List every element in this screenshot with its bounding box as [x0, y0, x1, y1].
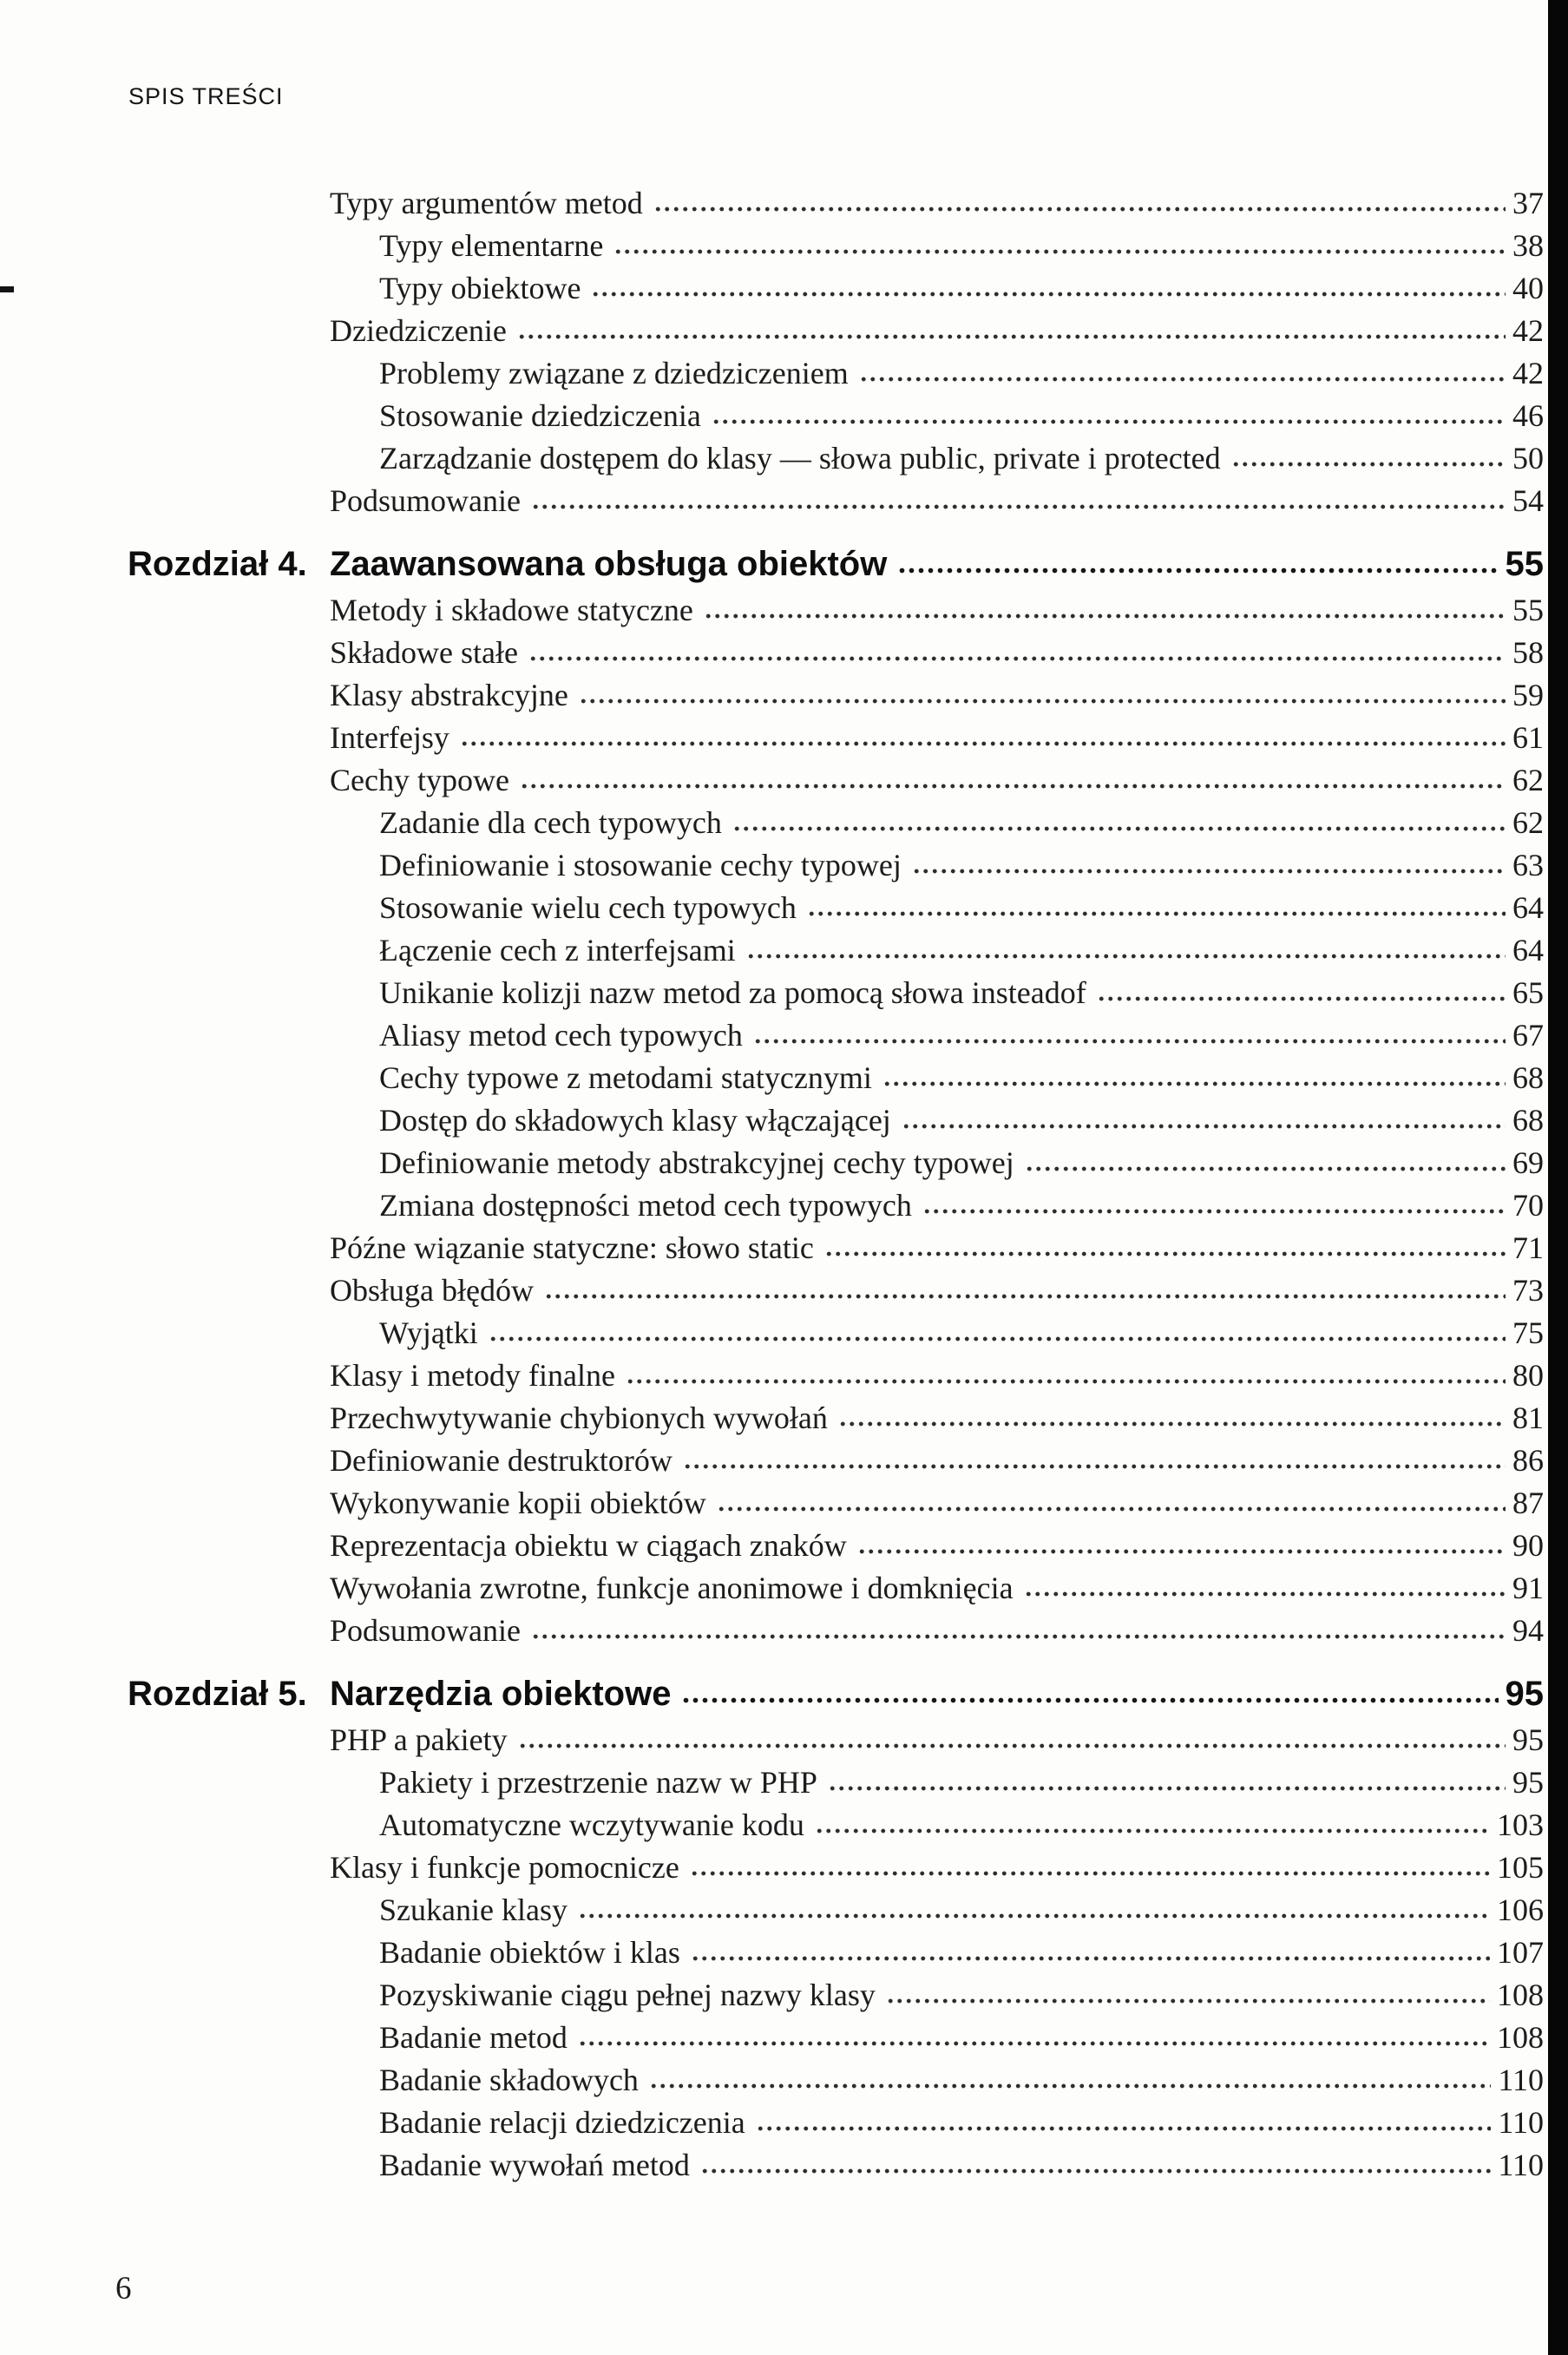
- toc-entry-page-number: 63: [1512, 848, 1544, 882]
- dot-leader: [1097, 994, 1506, 1003]
- toc-entry-title: Klasy i metody finalne: [330, 1358, 615, 1393]
- toc-entry-row: [128, 972, 1544, 1014]
- toc-entry-page-number: 67: [1512, 1018, 1544, 1053]
- toc-entry-page-number: 110: [1498, 2105, 1544, 2140]
- toc-entry-row: [128, 1099, 1544, 1142]
- toc-entry-row: [128, 1269, 1544, 1312]
- toc-entry-row: [128, 395, 1544, 437]
- toc-entry-title: Stosowanie dziedziczenia: [379, 398, 701, 433]
- dot-leader: [746, 952, 1506, 961]
- toc-entry-row: [128, 1932, 1544, 1974]
- toc-entry-title: Typy obiektowe: [379, 271, 581, 305]
- dot-leader: [700, 2167, 1491, 2175]
- dot-leader: [626, 1377, 1506, 1386]
- toc-entry-row: [128, 1567, 1544, 1610]
- dot-leader: [859, 375, 1506, 384]
- scan-artifact-dash: [0, 286, 14, 292]
- dot-leader: [815, 1827, 1490, 1835]
- dot-leader: [902, 1122, 1506, 1131]
- dot-leader: [828, 1784, 1506, 1793]
- toc-entry-title: Obsługa błędów: [330, 1273, 534, 1308]
- dot-leader: [653, 205, 1506, 213]
- toc-entry-title: Klasy i funkcje pomocnicze: [330, 1850, 679, 1885]
- toc-entry-title: PHP a pakiety: [330, 1722, 508, 1757]
- dot-leader: [681, 1696, 1498, 1705]
- toc-entry-page-number: 42: [1512, 356, 1544, 390]
- toc-entry-title: Problemy związane z dziedziczeniem: [379, 356, 849, 390]
- chapter-number-label: Rozdział 4.: [128, 545, 307, 583]
- dot-leader: [717, 1505, 1506, 1513]
- toc-entry-row: [128, 1889, 1544, 1932]
- toc-entry-title: Szukanie klasy: [379, 1893, 567, 1927]
- dot-leader: [886, 1997, 1490, 2005]
- toc-entry-title: Klasy abstrakcyjne: [330, 678, 568, 712]
- toc-entry-row: [128, 717, 1544, 759]
- toc-entry-page-number: 75: [1512, 1315, 1544, 1350]
- toc-entry-title: Definiowanie destruktorów: [330, 1443, 672, 1478]
- toc-entry-title: Badanie relacji dziedziczenia: [379, 2105, 745, 2140]
- toc-entry-row: [128, 310, 1544, 352]
- toc-entry-page-number: 86: [1512, 1443, 1544, 1478]
- toc-entry-row: [128, 1525, 1544, 1567]
- toc-entry-title: Badanie metod: [379, 2020, 567, 2055]
- toc-entry-row: [128, 1142, 1544, 1184]
- footer-page-number: 6: [115, 2271, 132, 2306]
- toc-entry-row: [128, 887, 1544, 929]
- toc-entry-title: Stosowanie wielu cech typowych: [379, 890, 797, 925]
- toc-entry-row: [128, 1355, 1544, 1397]
- toc-entry-row: [128, 1014, 1544, 1057]
- toc-entry-page-number: 108: [1497, 1978, 1544, 2012]
- toc-entry-title: Pozyskiwanie ciągu pełnej nazwy klasy: [379, 1978, 876, 2012]
- dot-leader: [838, 1420, 1506, 1428]
- toc-entry-row: [128, 674, 1544, 717]
- toc-entry-row: [128, 802, 1544, 844]
- toc-entry-title: Dziedziczenie: [330, 313, 507, 348]
- toc-entry-page-number: 71: [1512, 1230, 1544, 1265]
- toc-entry-title: Unikanie kolizji nazw metod za pomocą słowa insteadof: [379, 975, 1086, 1010]
- dot-leader: [732, 824, 1506, 833]
- toc-entry-page-number: 61: [1512, 720, 1544, 755]
- toc-entry-title: Zarządzanie dostępem do klasy — słowa public, private i protected: [379, 441, 1221, 476]
- dot-leader: [912, 867, 1506, 876]
- toc-chapter-row: [128, 1673, 1544, 1715]
- toc-entry-row: [128, 929, 1544, 972]
- toc-chapter-row: [128, 543, 1544, 586]
- dot-leader: [897, 566, 1498, 575]
- toc-entry-title: Składowe stałe: [330, 635, 518, 670]
- toc-entry-page-number: 95: [1512, 1722, 1544, 1757]
- toc-entry-title: Późne wiązanie statyczne: słowo static: [330, 1230, 814, 1265]
- toc-entry-row: [128, 352, 1544, 395]
- toc-entry-row: [128, 1057, 1544, 1099]
- toc-entry-page-number: 73: [1512, 1273, 1544, 1308]
- toc-entry-title: Typy elementarne: [379, 228, 604, 263]
- toc-entry-title: Badanie składowych: [379, 2063, 639, 2097]
- chapter-page-number: 95: [1505, 1675, 1544, 1713]
- dot-leader: [544, 1292, 1506, 1301]
- toc-entry-title: Podsumowanie: [330, 483, 521, 518]
- toc-entry-page-number: 70: [1512, 1188, 1544, 1223]
- toc-entry-page-number: 58: [1512, 635, 1544, 670]
- toc-entry-page-number: 42: [1512, 313, 1544, 348]
- toc-entry-page-number: 62: [1512, 805, 1544, 840]
- dot-leader: [591, 290, 1506, 298]
- toc-entry-row: [128, 844, 1544, 887]
- toc-entry-row: [128, 1482, 1544, 1525]
- toc-entry-row: [128, 2017, 1544, 2059]
- toc-entry-title: Wywołania zwrotne, funkcje anonimowe i domknięcia: [330, 1571, 1014, 1605]
- toc-entry-row: [128, 2144, 1544, 2187]
- toc-entry-row: [128, 1847, 1544, 1889]
- toc-entry-page-number: 69: [1512, 1145, 1544, 1180]
- dot-leader: [1025, 1164, 1506, 1173]
- toc-entry-row: [128, 225, 1544, 267]
- dot-leader: [922, 1207, 1506, 1216]
- toc-entry-page-number: 108: [1497, 2020, 1544, 2055]
- toc-entry-page-number: 64: [1512, 890, 1544, 925]
- toc-list: [128, 182, 1544, 2187]
- toc-entry-row: [128, 1761, 1544, 1804]
- toc-entry-row: [128, 2102, 1544, 2144]
- toc-entry-page-number: 106: [1497, 1893, 1544, 1927]
- chapter-number-label: Rozdział 5.: [128, 1675, 307, 1713]
- toc-entry-page-number: 40: [1512, 271, 1544, 305]
- scan-edge-bar: [1548, 0, 1568, 2355]
- toc-entry-row: [128, 1312, 1544, 1355]
- toc-entry-page-number: 65: [1512, 975, 1544, 1010]
- toc-entry-title: Badanie obiektów i klas: [379, 1935, 680, 1970]
- toc-entry-title: Zmiana dostępności metod cech typowych: [379, 1188, 912, 1223]
- toc-entry-row: [128, 759, 1544, 802]
- toc-entry-row: [128, 1397, 1544, 1440]
- toc-entry-page-number: 103: [1497, 1807, 1544, 1842]
- toc-entry-row: [128, 182, 1544, 225]
- toc-entry-page-number: 95: [1512, 1765, 1544, 1800]
- toc-entry-page-number: 62: [1512, 763, 1544, 797]
- dot-leader: [691, 1954, 1490, 1963]
- toc-entry-page-number: 59: [1512, 678, 1544, 712]
- toc-entry-title: Pakiety i przestrzenie nazw w PHP: [379, 1765, 817, 1800]
- toc-entry-title: Cechy typowe: [330, 763, 509, 797]
- dot-leader: [807, 909, 1506, 918]
- toc-entry-title: Definiowanie i stosowanie cechy typowej: [379, 848, 902, 882]
- toc-entry-page-number: 68: [1512, 1060, 1544, 1095]
- dot-leader: [1024, 1590, 1506, 1598]
- toc-entry-row: [128, 2059, 1544, 2102]
- toc-entry-row: [128, 632, 1544, 674]
- toc-entry-row: [128, 1227, 1544, 1269]
- dot-leader: [1231, 460, 1506, 469]
- toc-entry-page-number: 50: [1512, 441, 1544, 476]
- dot-leader: [578, 2039, 1490, 2048]
- toc-entry-row: [128, 437, 1544, 480]
- toc-entry-page-number: 81: [1512, 1401, 1544, 1435]
- toc-entry-title: Wykonywanie kopii obiektów: [330, 1486, 706, 1520]
- toc-entry-title: Cechy typowe z metodami statycznymi: [379, 1060, 872, 1095]
- dot-leader: [579, 697, 1506, 705]
- dot-leader: [520, 782, 1506, 790]
- chapter-page-number: 55: [1505, 545, 1544, 583]
- toc-entry-row: [128, 1719, 1544, 1761]
- dot-leader: [518, 1742, 1506, 1750]
- toc-entry-title: Podsumowanie: [330, 1613, 521, 1648]
- dot-leader: [882, 1079, 1506, 1088]
- dot-leader: [613, 247, 1506, 256]
- chapter-title: Narzędzia obiektowe: [330, 1675, 672, 1713]
- dot-leader: [578, 1912, 1490, 1920]
- dot-leader: [460, 739, 1506, 748]
- page-header-label: SPIS TREŚCI: [128, 83, 284, 109]
- toc-entry-title: Dostęp do składowych klasy włączającej: [379, 1103, 891, 1138]
- toc-entry-page-number: 64: [1512, 933, 1544, 968]
- toc-entry-title: Badanie wywołań metod: [379, 2148, 690, 2182]
- toc-entry-page-number: 107: [1497, 1935, 1544, 1970]
- toc-entry-page-number: 55: [1512, 593, 1544, 627]
- toc-entry-page-number: 54: [1512, 483, 1544, 518]
- toc-entry-title: Aliasy metod cech typowych: [379, 1018, 743, 1053]
- toc-entry-row: [128, 1804, 1544, 1847]
- toc-entry-title: Łączenie cech z interfejsami: [379, 933, 736, 968]
- dot-leader: [531, 1632, 1506, 1641]
- toc-entry-row: [128, 480, 1544, 522]
- toc-entry-page-number: 38: [1512, 228, 1544, 263]
- dot-leader: [531, 502, 1506, 511]
- toc-entry-row: [128, 1440, 1544, 1482]
- dot-leader: [712, 417, 1506, 426]
- dot-leader: [857, 1547, 1506, 1556]
- dot-leader: [489, 1335, 1506, 1343]
- toc-entry-title: Zadanie dla cech typowych: [379, 805, 722, 840]
- dot-leader: [704, 612, 1506, 620]
- toc-entry-title: Wyjątki: [379, 1315, 478, 1350]
- dot-leader: [528, 654, 1506, 663]
- toc-entry-page-number: 68: [1512, 1103, 1544, 1138]
- toc-entry-page-number: 80: [1512, 1358, 1544, 1393]
- dot-leader: [756, 2124, 1492, 2133]
- toc-entry-row: [128, 1974, 1544, 2017]
- toc-entry-page-number: 105: [1497, 1850, 1544, 1885]
- toc-entry-title: Automatyczne wczytywanie kodu: [379, 1807, 804, 1842]
- toc-entry-row: [128, 267, 1544, 310]
- toc-entry-page-number: 110: [1498, 2063, 1544, 2097]
- toc-entry-page-number: 91: [1512, 1571, 1544, 1605]
- toc-entry-page-number: 90: [1512, 1528, 1544, 1563]
- dot-leader: [690, 1869, 1490, 1878]
- toc-entry-title: Reprezentacja obiektu w ciągach znaków: [330, 1528, 847, 1563]
- toc-entry-row: [128, 1610, 1544, 1652]
- chapter-title: Zaawansowana obsługa obiektów: [330, 545, 888, 583]
- toc-entry-title: Definiowanie metody abstrakcyjnej cechy typowej: [379, 1145, 1014, 1180]
- dot-leader: [517, 332, 1506, 341]
- dot-leader: [753, 1037, 1506, 1046]
- toc-entry-page-number: 46: [1512, 398, 1544, 433]
- dot-leader: [649, 2082, 1491, 2090]
- dot-leader: [683, 1462, 1506, 1471]
- toc-entry-title: Przechwytywanie chybionych wywołań: [330, 1401, 828, 1435]
- toc-entry-title: Metody i składowe statyczne: [330, 593, 693, 627]
- toc-entry-page-number: 87: [1512, 1486, 1544, 1520]
- dot-leader: [824, 1250, 1506, 1258]
- toc-entry-title: Interfejsy: [330, 720, 449, 755]
- toc-entry-page-number: 94: [1512, 1613, 1544, 1648]
- toc-entry-title: Typy argumentów metod: [330, 186, 643, 220]
- toc-entry-row: [128, 1184, 1544, 1227]
- toc-entry-row: [128, 589, 1544, 632]
- toc-entry-page-number: 110: [1498, 2148, 1544, 2182]
- toc-entry-page-number: 37: [1512, 186, 1544, 220]
